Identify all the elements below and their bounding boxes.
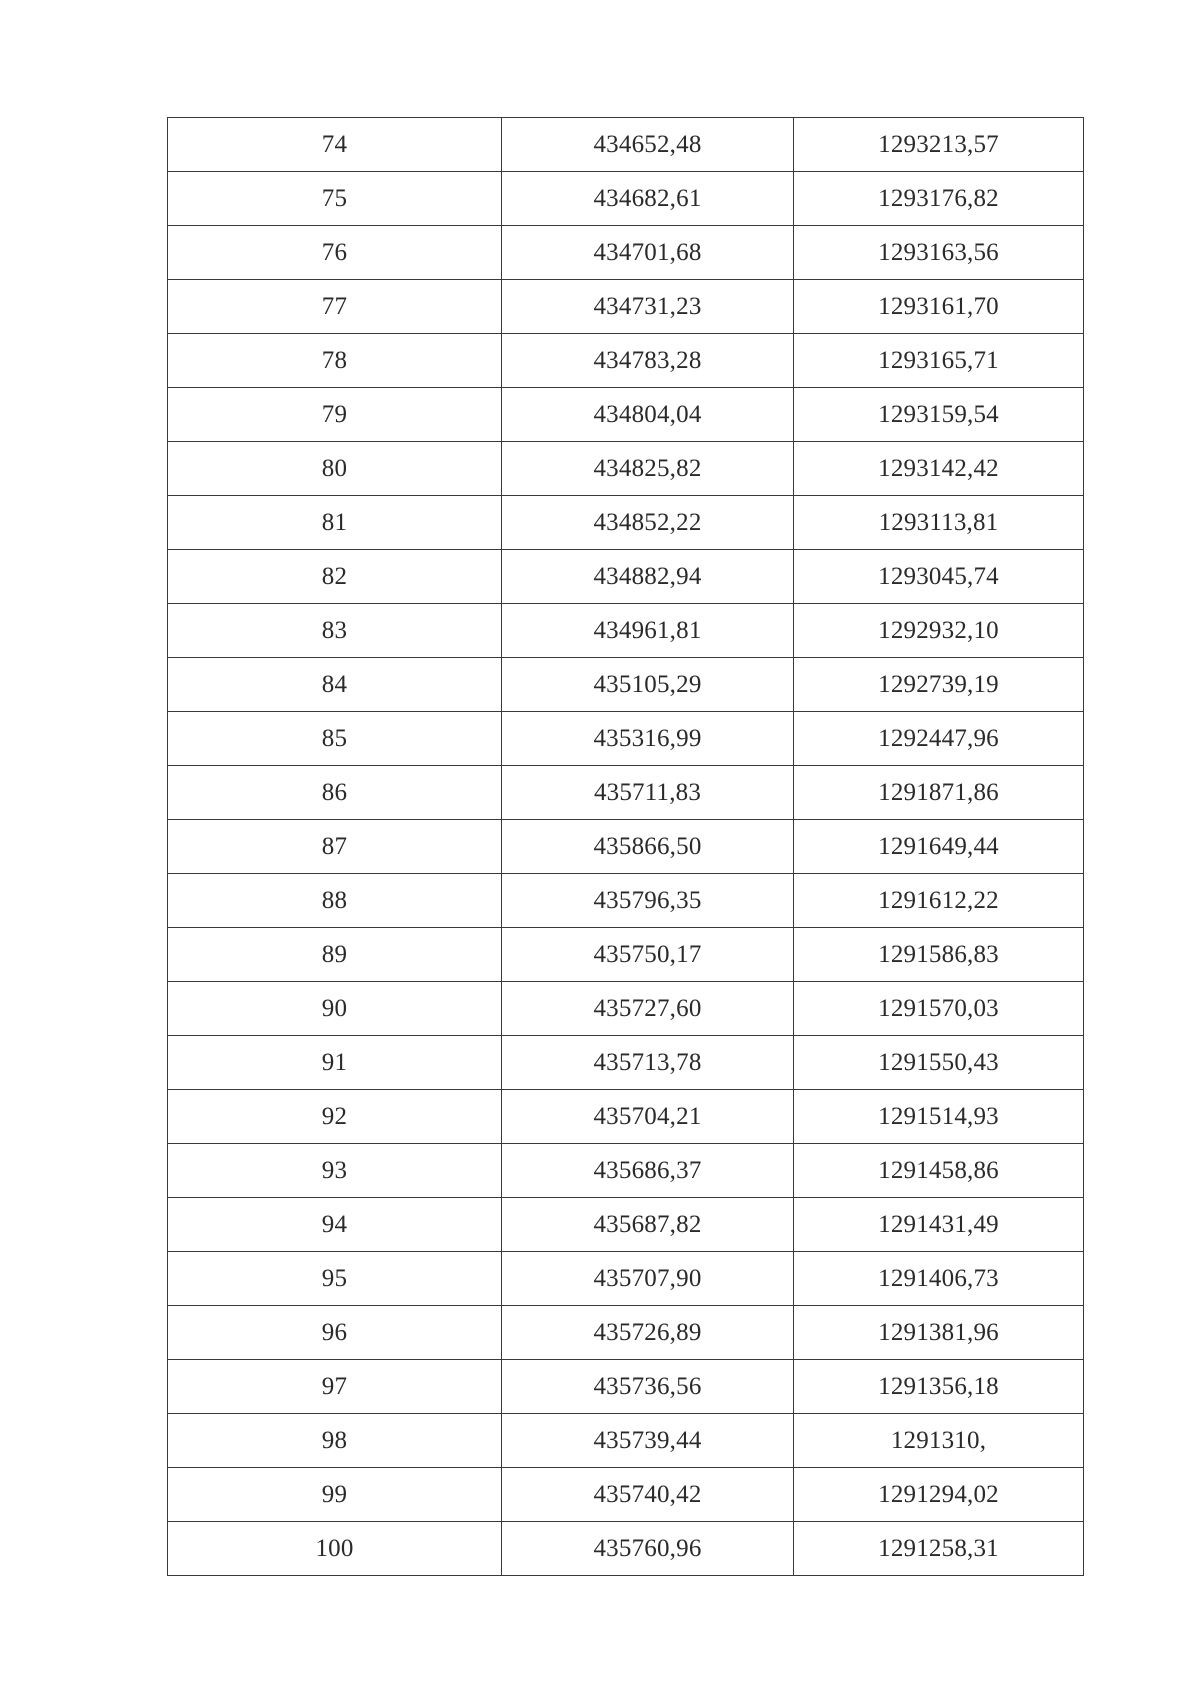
x-coordinate-cell: 434961,81	[502, 604, 794, 658]
table-row	[168, 280, 1084, 334]
point-number-cell: 97	[168, 1360, 502, 1414]
table-row	[168, 982, 1084, 1036]
y-coordinate-cell: 1291406,73	[794, 1252, 1084, 1306]
table-row	[168, 442, 1084, 496]
table-row	[168, 658, 1084, 712]
y-coordinate-cell: 1292932,10	[794, 604, 1084, 658]
point-number-cell: 87	[168, 820, 502, 874]
x-coordinate-cell: 434682,61	[502, 172, 794, 226]
x-coordinate-cell: 435740,42	[502, 1468, 794, 1522]
point-number-cell: 75	[168, 172, 502, 226]
x-coordinate-cell: 434731,23	[502, 280, 794, 334]
y-coordinate-cell: 1291258,31	[794, 1522, 1084, 1576]
table-row	[168, 334, 1084, 388]
table-row	[168, 1522, 1084, 1576]
table-row	[168, 550, 1084, 604]
table-row	[168, 1252, 1084, 1306]
point-number-cell: 86	[168, 766, 502, 820]
x-coordinate-cell: 434701,68	[502, 226, 794, 280]
point-number-cell: 89	[168, 928, 502, 982]
y-coordinate-cell: 1292739,19	[794, 658, 1084, 712]
point-number-cell: 100	[168, 1522, 502, 1576]
point-number-cell: 88	[168, 874, 502, 928]
x-coordinate-cell: 434825,82	[502, 442, 794, 496]
x-coordinate-cell: 435316,99	[502, 712, 794, 766]
point-number-cell: 77	[168, 280, 502, 334]
point-number-cell: 83	[168, 604, 502, 658]
x-coordinate-cell: 435713,78	[502, 1036, 794, 1090]
point-number-cell: 76	[168, 226, 502, 280]
point-number-cell: 85	[168, 712, 502, 766]
table-row	[168, 1090, 1084, 1144]
table-row	[168, 1036, 1084, 1090]
table-row	[168, 874, 1084, 928]
point-number-cell: 92	[168, 1090, 502, 1144]
table-row	[168, 604, 1084, 658]
y-coordinate-cell: 1291570,03	[794, 982, 1084, 1036]
x-coordinate-cell: 435686,37	[502, 1144, 794, 1198]
table-row	[168, 1198, 1084, 1252]
y-coordinate-cell: 1291586,83	[794, 928, 1084, 982]
x-coordinate-cell: 435750,17	[502, 928, 794, 982]
point-number-cell: 98	[168, 1414, 502, 1468]
table-row	[168, 928, 1084, 982]
point-number-cell: 91	[168, 1036, 502, 1090]
table-row	[168, 712, 1084, 766]
table-row	[168, 388, 1084, 442]
table-row	[168, 1144, 1084, 1198]
x-coordinate-cell: 435739,44	[502, 1414, 794, 1468]
coordinates-table	[167, 117, 1084, 1576]
x-coordinate-cell: 435866,50	[502, 820, 794, 874]
point-number-cell: 78	[168, 334, 502, 388]
y-coordinate-cell: 1293159,54	[794, 388, 1084, 442]
point-number-cell: 82	[168, 550, 502, 604]
x-coordinate-cell: 435704,21	[502, 1090, 794, 1144]
x-coordinate-cell: 434852,22	[502, 496, 794, 550]
point-number-cell: 74	[168, 118, 502, 172]
y-coordinate-cell: 1291310,	[794, 1414, 1084, 1468]
x-coordinate-cell: 435707,90	[502, 1252, 794, 1306]
y-coordinate-cell: 1291550,43	[794, 1036, 1084, 1090]
table-row	[168, 118, 1084, 172]
x-coordinate-cell: 434882,94	[502, 550, 794, 604]
point-number-cell: 90	[168, 982, 502, 1036]
y-coordinate-cell: 1291381,96	[794, 1306, 1084, 1360]
table-row	[168, 820, 1084, 874]
y-coordinate-cell: 1293161,70	[794, 280, 1084, 334]
y-coordinate-cell: 1293045,74	[794, 550, 1084, 604]
table-row	[168, 1414, 1084, 1468]
point-number-cell: 80	[168, 442, 502, 496]
x-coordinate-cell: 434783,28	[502, 334, 794, 388]
y-coordinate-cell: 1291431,49	[794, 1198, 1084, 1252]
y-coordinate-cell: 1291294,02	[794, 1468, 1084, 1522]
y-coordinate-cell: 1293113,81	[794, 496, 1084, 550]
table-row	[168, 226, 1084, 280]
point-number-cell: 84	[168, 658, 502, 712]
x-coordinate-cell: 434652,48	[502, 118, 794, 172]
point-number-cell: 99	[168, 1468, 502, 1522]
y-coordinate-cell: 1293142,42	[794, 442, 1084, 496]
y-coordinate-cell: 1291458,86	[794, 1144, 1084, 1198]
x-coordinate-cell: 435727,60	[502, 982, 794, 1036]
x-coordinate-cell: 435711,83	[502, 766, 794, 820]
coordinates-table-body	[168, 118, 1084, 1576]
x-coordinate-cell: 434804,04	[502, 388, 794, 442]
y-coordinate-cell: 1291871,86	[794, 766, 1084, 820]
y-coordinate-cell: 1291612,22	[794, 874, 1084, 928]
table-row	[168, 496, 1084, 550]
y-coordinate-cell: 1293165,71	[794, 334, 1084, 388]
y-coordinate-cell: 1291514,93	[794, 1090, 1084, 1144]
y-coordinate-cell: 1291356,18	[794, 1360, 1084, 1414]
point-number-cell: 93	[168, 1144, 502, 1198]
y-coordinate-cell: 1292447,96	[794, 712, 1084, 766]
x-coordinate-cell: 435796,35	[502, 874, 794, 928]
table-row	[168, 1468, 1084, 1522]
table-row	[168, 766, 1084, 820]
x-coordinate-cell: 435687,82	[502, 1198, 794, 1252]
table-row	[168, 1360, 1084, 1414]
point-number-cell: 81	[168, 496, 502, 550]
y-coordinate-cell: 1291649,44	[794, 820, 1084, 874]
point-number-cell: 79	[168, 388, 502, 442]
x-coordinate-cell: 435760,96	[502, 1522, 794, 1576]
y-coordinate-cell: 1293176,82	[794, 172, 1084, 226]
y-coordinate-cell: 1293213,57	[794, 118, 1084, 172]
x-coordinate-cell: 435105,29	[502, 658, 794, 712]
y-coordinate-cell: 1293163,56	[794, 226, 1084, 280]
table-row	[168, 172, 1084, 226]
table-row	[168, 1306, 1084, 1360]
point-number-cell: 96	[168, 1306, 502, 1360]
point-number-cell: 95	[168, 1252, 502, 1306]
x-coordinate-cell: 435736,56	[502, 1360, 794, 1414]
x-coordinate-cell: 435726,89	[502, 1306, 794, 1360]
point-number-cell: 94	[168, 1198, 502, 1252]
